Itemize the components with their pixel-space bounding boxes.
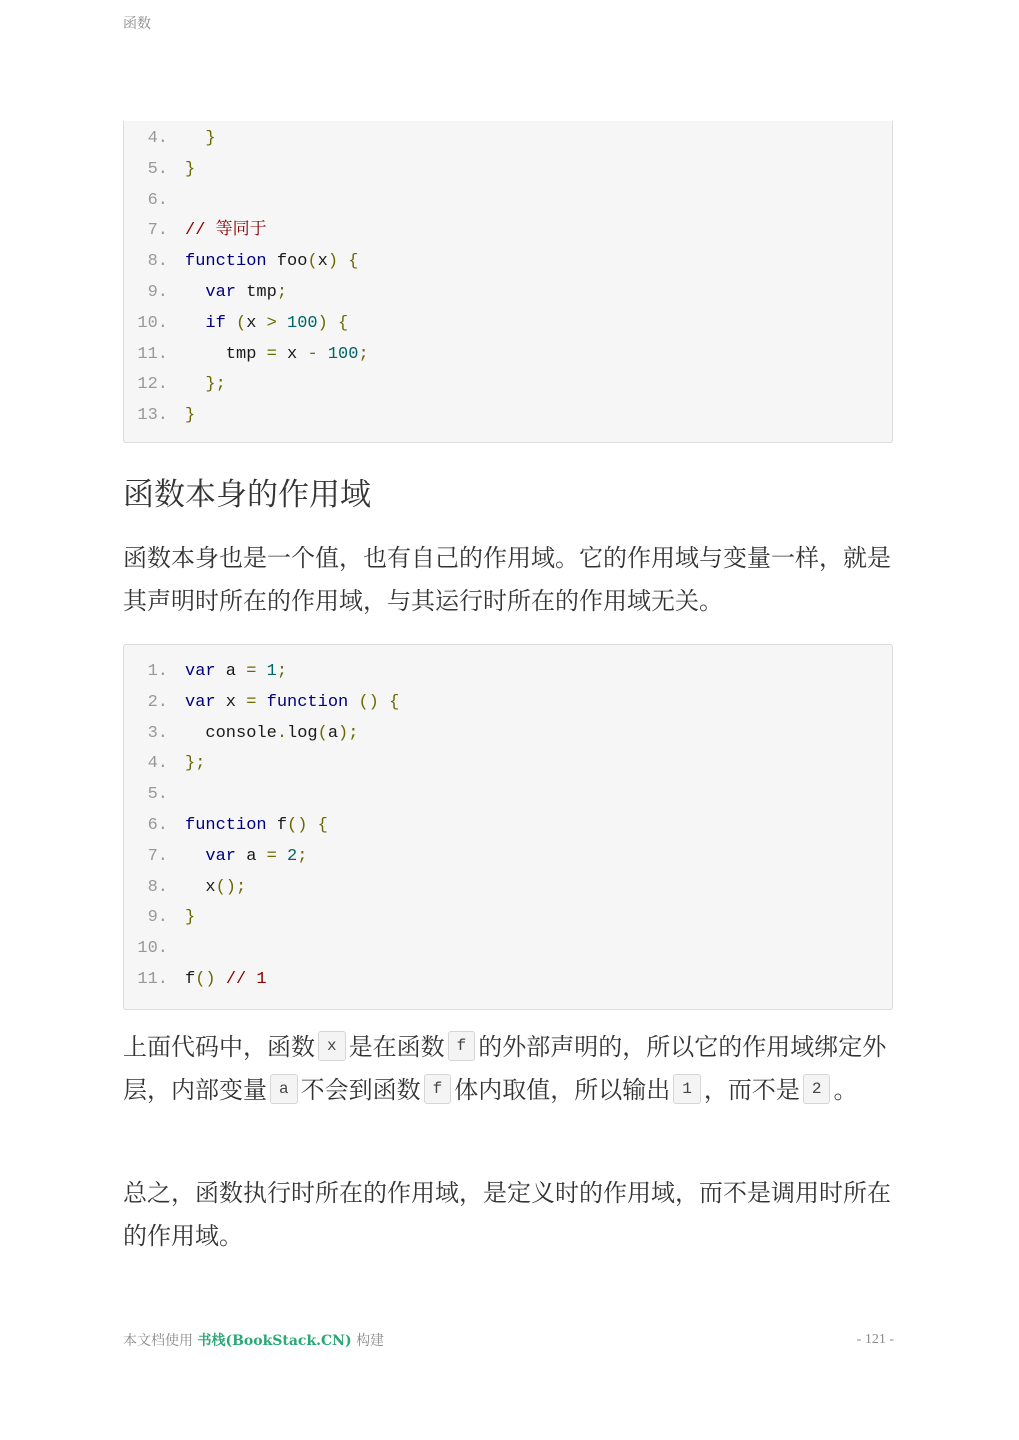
line-number: 9. [147,282,168,302]
paragraph-text: 上面代码中，函数 [123,1033,315,1061]
code-line [124,370,892,401]
code-token: } [205,129,216,148]
code-token: { [389,692,400,712]
code-token: > [266,313,277,333]
code-token [328,314,338,333]
code-token [185,847,205,866]
code-token [318,345,328,364]
code-token: ) [317,313,328,333]
code-token: x [246,313,267,333]
code-text [185,719,358,750]
code-token: - [307,344,318,364]
code-token: { [338,313,349,333]
code-token: if [205,313,226,333]
code-line [124,340,892,371]
paragraph-text: 。 [833,1075,858,1104]
code-token [185,129,205,148]
code-token: ) [327,252,339,272]
code-line [124,842,892,873]
code-line [124,216,892,247]
code-line [124,903,892,934]
code-token [379,693,389,712]
code-token: f [266,815,288,835]
paragraph-text: 的外部声明的，所以它的作用域绑定外层，内部变量 [123,1033,887,1104]
code-token [338,252,348,271]
code-token: { [317,815,328,835]
code-token: var [185,662,216,681]
code-token [185,314,205,333]
code-token [277,314,287,333]
code-token: 100 [327,344,359,364]
code-token: ; [276,282,288,302]
inline-code: f [448,1031,476,1061]
code-text [185,842,307,873]
code-token: } [185,406,196,426]
code-token: 1 [266,662,277,681]
code-token: a [236,846,267,866]
line-number: 5. [147,785,168,805]
code-line [124,688,892,719]
code-token: . [276,723,288,743]
code-token [226,314,236,333]
line-number: 9. [147,908,168,928]
footer-suffix: 构建 [356,1333,385,1349]
code-lines [124,657,892,996]
code-token: var [185,692,216,712]
line-number: 11. [137,344,168,364]
paragraph-text: 体内取值，所以输出 [454,1075,671,1104]
code-token: tmp [185,344,267,364]
code-line [124,278,892,309]
line-number: 8. [147,877,168,897]
line-number: 12. [137,375,168,395]
code-token: x [317,252,328,272]
line-number: 3. [147,723,168,743]
line-number: 6. [147,190,168,210]
code-token: x [185,877,216,897]
code-token: console [185,723,277,743]
code-text [185,688,399,719]
line-number: 13. [137,406,168,426]
inline-code: f [424,1074,452,1104]
line-number: 1. [147,662,168,681]
code-token: }; [205,375,226,395]
code-text [185,340,369,371]
code-token: function [185,252,267,272]
inline-code: x [318,1031,346,1061]
running-header: 函数 [123,16,151,32]
line-number: 7. [147,846,168,866]
code-token: foo [266,252,308,272]
code-text [185,124,216,155]
code-line [124,247,892,278]
line-number: 11. [137,969,168,989]
line-number: 10. [137,313,168,333]
code-token: ( [236,313,247,333]
code-text [185,811,328,842]
code-token: // 等同于 [185,221,267,241]
code-line [124,309,892,340]
code-token: a [327,723,339,743]
code-text [185,401,195,432]
code-token: ( [317,723,328,743]
code-token: () [358,692,379,712]
code-token: } [185,159,196,179]
code-token: ; [276,662,288,681]
code-line [124,873,892,904]
code-token: // 1 [225,969,267,989]
code-token: } [185,908,196,928]
code-token: ; [297,846,308,866]
code-text [185,155,195,186]
code-block [123,644,893,1010]
code-token: var [205,282,237,302]
code-token: x [215,692,247,712]
code-text [185,247,358,278]
code-token: }; [185,754,206,774]
code-line [124,965,892,996]
code-token: = [266,344,277,364]
line-number: 8. [147,252,168,272]
code-token: var [205,846,237,866]
code-token: function [185,815,267,835]
code-line [124,749,892,780]
line-number: 4. [147,129,168,148]
code-lines [124,124,892,432]
code-token: = [246,692,257,712]
code-line [124,155,892,186]
code-token: { [348,252,359,272]
code-token [256,662,266,681]
code-token: = [266,846,277,866]
code-token: function [266,692,349,712]
code-token: ; [358,344,369,364]
code-token: () [287,815,308,835]
code-token: tmp [236,282,277,302]
page-number: - 121 - [856,1332,894,1347]
code-line [124,811,892,842]
code-token: 2 [287,846,298,866]
code-token: ( [307,252,318,272]
code-token [185,375,205,394]
code-line [124,719,892,750]
code-text [185,749,205,780]
code-text [185,873,246,904]
line-number: 2. [147,692,168,712]
inline-code: 1 [673,1074,701,1104]
paragraph: 总之，函数执行时所在的作用域，是定义时的作用域，而不是调用时所在的作用域。 [123,1179,891,1250]
footer-prefix: 本文档使用 [123,1333,193,1349]
code-token [277,847,287,866]
code-line [124,401,892,432]
paragraph-text: ，而不是 [703,1075,800,1104]
code-text [185,965,267,996]
inline-code: 2 [803,1074,831,1104]
paragraph [123,1026,898,1111]
code-token: () [195,969,216,989]
code-text [185,657,287,688]
code-line [124,124,892,155]
code-text [185,278,287,309]
line-number: 5. [147,159,168,179]
code-line [124,657,892,688]
paragraph-text: 是在函数 [348,1033,445,1061]
paragraph: 函数本身也是一个值，也有自己的作用域。它的作用域与变量一样，就是其声明时所在的作用域，与其运行时所在的作用域无关。 [123,544,891,615]
code-token: ); [338,723,359,743]
code-line [124,934,892,965]
code-token [185,283,205,302]
footer-link[interactable]: 书栈(BookStack.CN) [197,1333,352,1349]
code-token: = [246,662,257,681]
code-token [348,693,358,712]
code-token: 100 [287,313,318,333]
code-token [256,693,266,712]
code-text [185,903,195,934]
line-number: 7. [147,221,168,241]
code-token [216,970,226,989]
code-line [124,780,892,811]
paragraph-text: 不会到函数 [300,1075,421,1104]
section-heading: 函数本身的作用域 [123,477,371,513]
line-number: 6. [147,815,168,835]
code-token: a [215,662,247,681]
code-text [185,309,348,340]
code-text [185,216,267,247]
code-token [307,816,317,835]
code-token: x [276,344,308,364]
code-text [185,370,226,401]
line-number: 4. [147,754,168,774]
code-line [124,186,892,217]
footer-credit [123,1330,384,1350]
code-block [123,121,893,443]
line-number: 10. [137,939,168,959]
code-token: log [287,723,318,743]
code-token: f [185,969,196,989]
code-token: (); [215,877,247,897]
inline-code: a [270,1074,298,1104]
